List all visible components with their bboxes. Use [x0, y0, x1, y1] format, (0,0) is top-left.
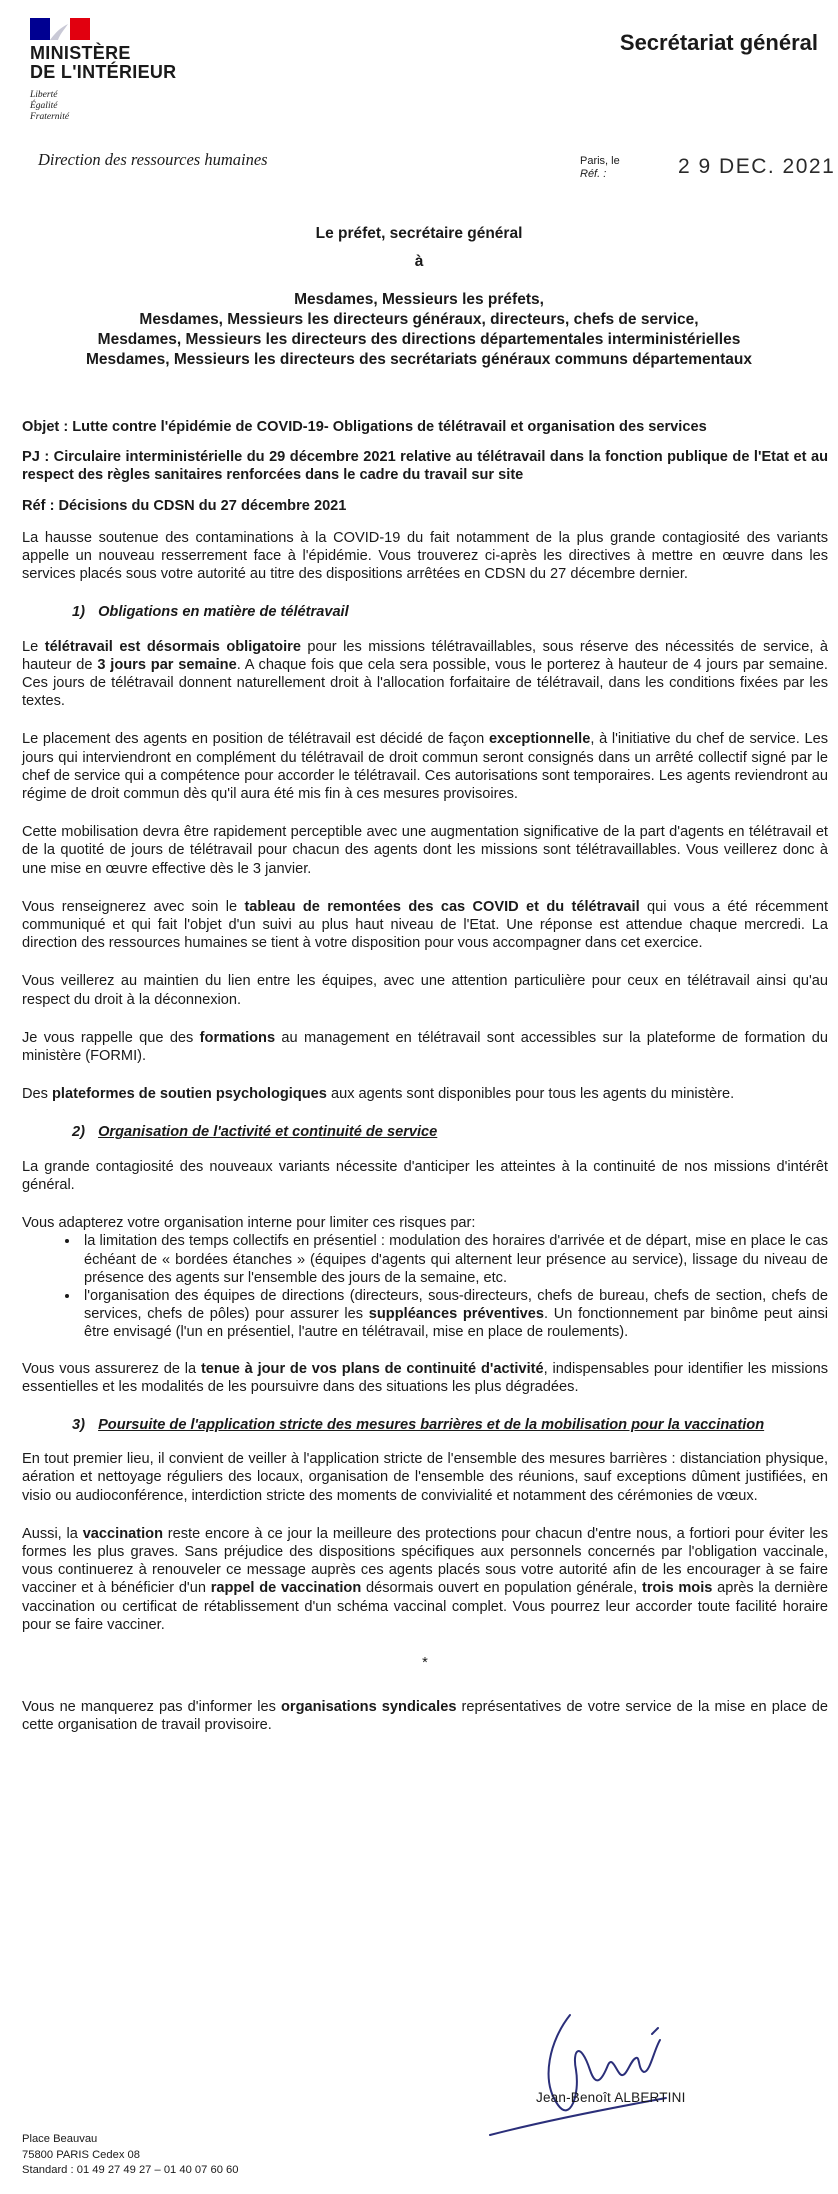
to-word: à	[414, 253, 424, 270]
handwritten-signature	[430, 2010, 730, 2140]
place-ref-labels	[580, 155, 620, 181]
intro-paragraph: La hausse soutenue des contaminations à la COVID-19 du fait notamment de la plus grande contagiosité des variants appelle un nouveau resserrement face à l'épidémie. Vous trouverez ci-après les directives à mettre en œuvre dans les services placés sous votre autorité au titre des dispositions arrêtées en CDSN du 27 décembre dernier.	[22, 529, 828, 583]
recipient-line-2: Mesdames, Messieurs les directeurs généraux, directeurs, chefs de service,	[139, 311, 699, 328]
section-2-heading	[22, 1123, 828, 1141]
section-1-title: Obligations en matière de télétravail	[98, 604, 349, 621]
s1-paragraph-4: Vous renseignerez avec soin le tableau de remontées des cas COVID et du télétravail qui vous a été récemment communiqué et qui fait l'objet d'un suivi au plus haut niveau de l'Etat. Une réponse est attendue chaque mercredi. La direction des ressources humaines se tient à votre disposition pour vous accompagner dans cet exercice.	[22, 898, 829, 952]
ref-label: Réf. :	[580, 168, 607, 180]
section-1-number: 1)	[72, 604, 85, 621]
motto-egalite: Égalité	[30, 101, 58, 111]
date-stamp: 2 9 DEC. 2021	[678, 155, 836, 178]
place-label: Paris, le	[580, 155, 620, 167]
list-item: • l'organisation des équipes de directions (directeurs, sous-directeurs, chefs de bureau, chefs de section, chefs de services, chefs de pôles) pour assurer les suppléances préventives. Un fonctionnement par binôme peut ainsi être envisagé (l'un en présentiel, l'autre en télétravail, mise en place de roulements).	[80, 1287, 828, 1342]
footer-address	[22, 2132, 238, 2179]
s1-paragraph-7: Des plateformes de soutien psychologiques aux agents sont disponibles pour tous les agents du ministère.	[22, 1086, 735, 1103]
reference-line: Réf : Décisions du CDSN du 27 décembre 2021	[22, 497, 347, 514]
footer-line-1: Place Beauvau	[22, 2133, 98, 2145]
closing-paragraph: Vous ne manquerez pas d'informer les organisations syndicales représentatives de votre service de la mise en place de cette organisation de travail provisoire.	[22, 1699, 828, 1734]
s2-bullet-list	[22, 1232, 828, 1341]
s3-paragraph-1: En tout premier lieu, il convient de veiller à l'application stricte de l'ensemble des mesures barrières : distanciation physique, aération et nettoyage réguliers des locaux, organisation de l'ensemble des réunions, sauf exceptions dûment justifiées, en visio ou audioconférence, interdiction stricte des moments de convivialité et notamment des cérémonies de vœux.	[22, 1451, 828, 1504]
s3-paragraph-2: Aussi, la vaccination reste encore à ce jour la meilleure des protections pour chacun d'entre nous, a fortiori pour éviter les formes les plus graves. Sans préjudice des dispositions spécifiques aux personnels concernés par l'obligation vaccinale, vous continuerez à renouveler ce message auprès ces agents placés sous votre autorité afin de les encourager à se faire vacciner et à bénéficier d'un rappel de vaccination désormais ouvert en population générale, trois mois après la dernière vaccination ou certificat de rétablissement d'un schéma vaccinal complet. Vous pourrez leur accorder toute facilité horaire pour se faire vacciner.	[22, 1525, 828, 1633]
direction-name: Direction des ressources humaines	[38, 150, 268, 169]
s1-paragraph-1: Le télétravail est désormais obligatoire pour les missions télétravaillables, sous réserve des nécessités de service, à hauteur de 3 jours par semaine. A chaque fois que cela sera possible, vous le porterez à hauteur de 4 jours par semaine. Ces jours de télétravail donnent naturellement droit à l'allocation forfaitaire de télétravail, dans les conditions fixées par les textes.	[22, 638, 828, 710]
footer-line-2: 75800 PARIS Cedex 08	[22, 2148, 140, 2161]
separator-star: *	[422, 1654, 428, 1671]
secretariat-title: Secrétariat général	[619, 30, 818, 55]
signatory-name: Jean-Benoît ALBERTINI	[536, 2090, 686, 2105]
footer-line-3: Standard : 01 49 27 49 27 – 01 40 07 60 60	[22, 2164, 239, 2176]
s1-paragraph-2: Le placement des agents en position de télétravail est décidé de façon exceptionnelle, à l'initiative du chef de service. Les jours qui interviendront en complément du télétravail de droit commun seront consignés dans un arrêté collectif signé par le chef de service qui a compétence pour accorder le télétravail. Ces autorisations sont temporaires. Les agents reviendront au régime de droit commun dès qu'il aura été mis fin à ces mesures provisoires.	[22, 731, 829, 803]
sender: Le préfet, secrétaire général	[315, 225, 523, 242]
section-3-heading	[22, 1416, 828, 1434]
ministry-name	[30, 44, 177, 82]
s2-paragraph-2: Vous adapterez votre organisation interne pour limiter ces risques par:	[22, 1215, 476, 1232]
marianne-logo-flag	[30, 18, 90, 40]
republic-motto	[30, 90, 69, 123]
addressee-block	[22, 224, 816, 370]
motto-fraternite: Fraternité	[30, 112, 70, 122]
ministry-name-line2: DE L'INTÉRIEUR	[30, 62, 177, 82]
recipient-line-1: Mesdames, Messieurs les préfets,	[294, 291, 544, 308]
recipient-line-4: Mesdames, Messieurs les directeurs des secrétariats généraux communs départementaux	[86, 351, 752, 368]
object-line: Objet : Lutte contre l'épidémie de COVID-19- Obligations de télétravail et organisation des services	[22, 419, 707, 435]
letter-body	[22, 418, 828, 1755]
attachment-line: PJ : Circulaire interministérielle du 29 décembre 2021 relative au télétravail dans la fonction publique de l'Etat et au respect des règles sanitaires renforcées dans le cadre du travail sur site	[22, 449, 828, 484]
section-2-number: 2)	[72, 1124, 85, 1141]
section-1-heading	[22, 603, 828, 621]
s1-paragraph-5: Vous veillerez au maintien du lien entre les équipes, avec une attention particulière pour ceux en télétravail ainsi qu'au respect du droit à la déconnexion.	[22, 973, 828, 1008]
section-3-number: 3)	[72, 1416, 85, 1433]
section-3-title: Poursuite de l'application stricte des mesures barrières et de la mobilisation pour la vaccination	[98, 1416, 765, 1433]
s2-paragraph-3: Vous vous assurerez de la tenue à jour de vos plans de continuité d'activité, indispensables pour identifier les missions essentielles et les modalités de les poursuivre dans des situations les plus dégradées.	[22, 1360, 828, 1395]
ministry-name-line1: MINISTÈRE	[30, 43, 131, 63]
recipient-line-3: Mesdames, Messieurs les directeurs des directions départementales interministérielles	[97, 331, 741, 348]
list-item: • la limitation des temps collectifs en présentiel : modulation des horaires d'arrivée et de départ, mise en place le cas échéant de « bordées étanches » (équipes d'agents qui alternent leur présence au service), lissage du niveau de présence des agents sur l'ensemble des jours de la semaine, etc.	[80, 1232, 828, 1287]
s1-paragraph-3: Cette mobilisation devra être rapidement perceptible avec une augmentation significative de la part d'agents en télétravail et de la quotité de jours de télétravail pour chacun des agents dont les missions sont télétravaillables. Vous veillerez donc à une mise en œuvre effective dès le 3 janvier.	[22, 824, 828, 877]
motto-liberte: Liberté	[30, 90, 58, 100]
section-2-title: Organisation de l'activité et continuité de service	[98, 1124, 438, 1141]
s2-paragraph-1: La grande contagiosité des nouveaux variants nécessite d'anticiper les atteintes à la continuité de nos missions d'intérêt général.	[22, 1158, 828, 1193]
s1-paragraph-6: Je vous rappelle que des formations au management en télétravail sont accessibles sur la plateforme de formation du ministère (FORMI).	[22, 1029, 828, 1065]
